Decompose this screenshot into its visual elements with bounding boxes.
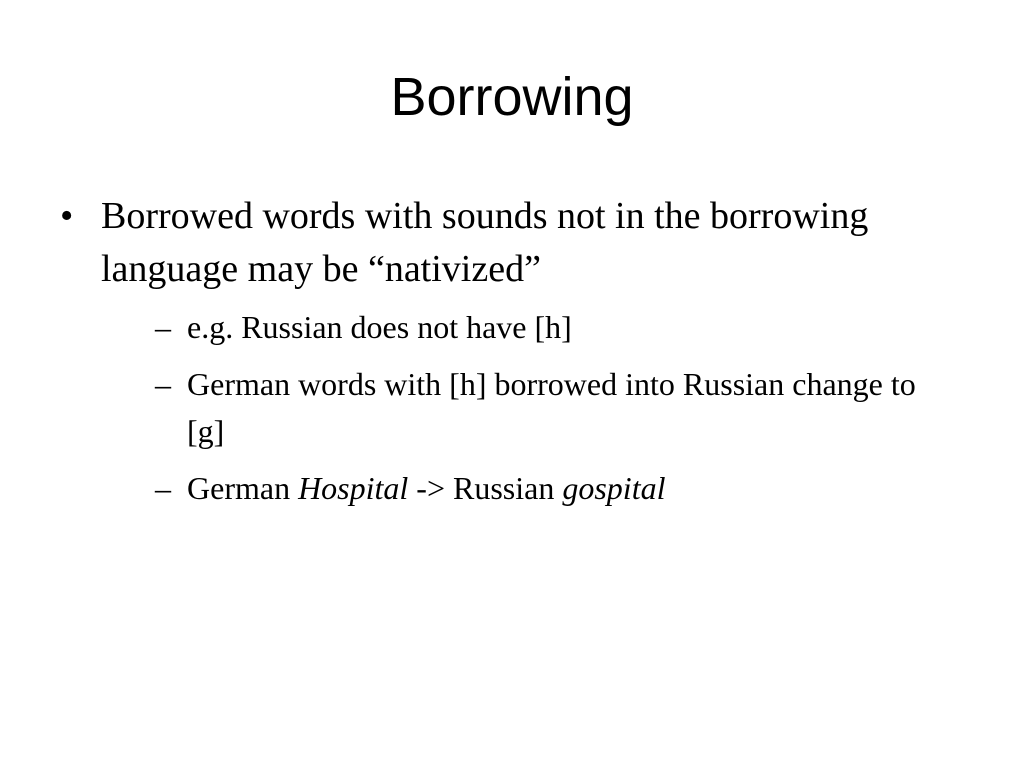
- sub-bullet-text: [187, 470, 665, 506]
- sub-bullet-item: [155, 361, 960, 455]
- bullet-text: Borrowed words with sounds not in the borrowing language may be “nativized”: [101, 195, 869, 290]
- text-german: German: [187, 470, 299, 506]
- sub-bullet-item: [155, 304, 960, 351]
- sub-bullet-text: e.g. Russian does not have [h]: [187, 309, 572, 345]
- word-hospital: Hospital: [298, 470, 409, 506]
- sub-bullet-list: [101, 304, 960, 512]
- sub-bullet-item: [155, 465, 960, 512]
- bullet-marker: •: [60, 195, 74, 237]
- dash-marker: –: [155, 470, 171, 506]
- slide-title: Borrowing: [390, 67, 634, 127]
- dash-marker: –: [155, 366, 171, 402]
- dash-marker: –: [155, 309, 171, 345]
- bullet-item: [60, 190, 960, 512]
- text-arrow-russian: -> Russian: [408, 470, 563, 506]
- word-gospital: gospital: [562, 470, 666, 506]
- sub-bullet-text: German words with [h] borrowed into Russian change to [g]: [187, 366, 916, 449]
- bullet-list: [60, 190, 960, 522]
